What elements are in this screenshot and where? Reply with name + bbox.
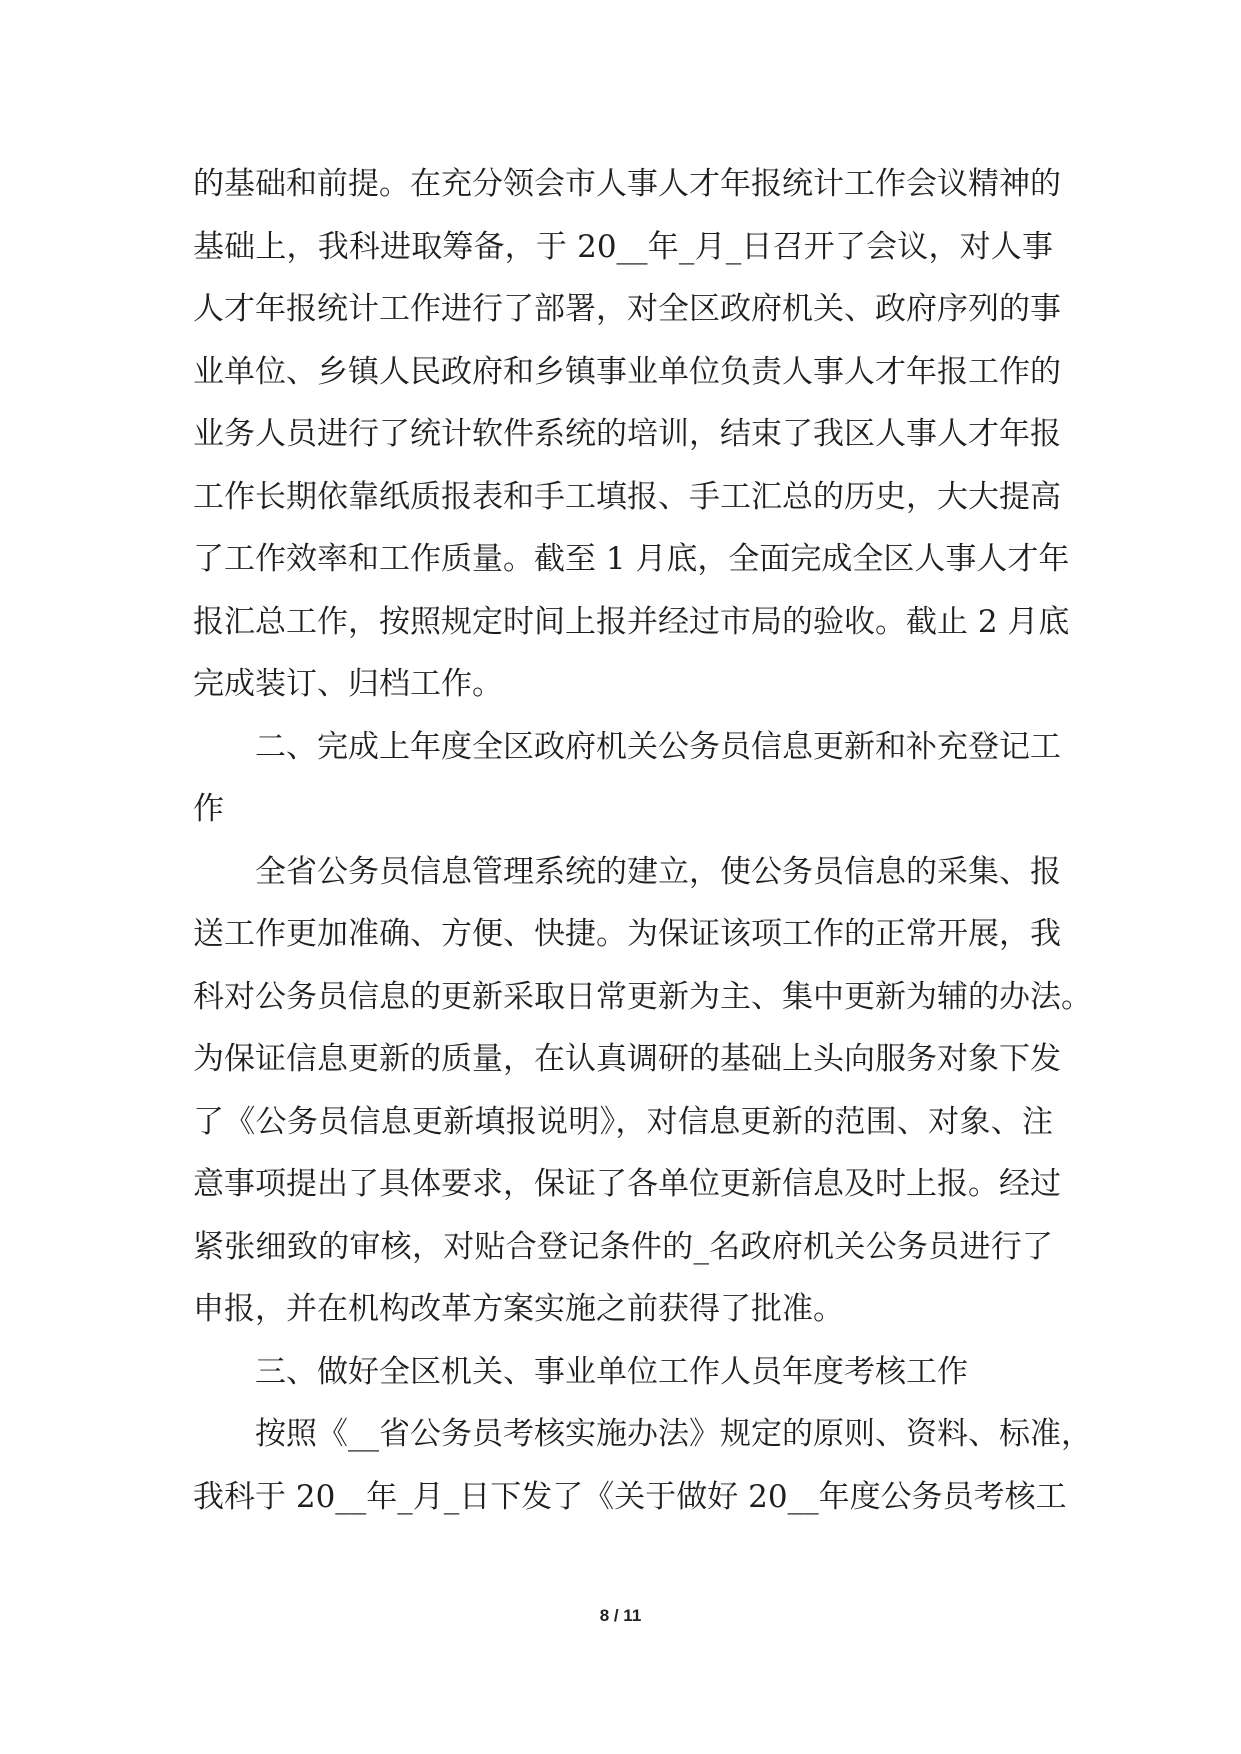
text-line: 作	[193, 791, 224, 827]
text-line: 三、做好全区机关、事业单位工作人员年度考核工作	[255, 1353, 968, 1390]
text-line: 工作长期依靠纸质报表和手工填报、手工汇总的历史，大大提高	[193, 478, 1061, 515]
text-line: 完成装订、归档工作。	[193, 666, 503, 702]
text-line: 我科于 20__年_月_日下发了《关于做好 20__年度公务员考核工	[193, 1478, 1067, 1515]
text-line: 报汇总工作，按照规定时间上报并经过市局的验收。截止 2 月底	[193, 603, 1070, 640]
text-line: 申报，并在机构改革方案实施之前获得了批准。	[193, 1291, 844, 1327]
text-line: 科对公务员信息的更新采取日常更新为主、集中更新为辅的办法。	[193, 978, 1092, 1015]
page-number: 8 / 11	[599, 1606, 642, 1625]
text-line: 送工作更加准确、方便、快捷。为保证该项工作的正常开展，我	[193, 916, 1061, 952]
text-line: 了《公务员信息更新填报说明》，对信息更新的范围、对象、注	[193, 1103, 1053, 1140]
text-line: 全省公务员信息管理系统的建立，使公务员信息的采集、报	[255, 853, 1061, 890]
text-line: 意事项提出了具体要求，保证了各单位更新信息及时上报。经过	[193, 1166, 1061, 1202]
text-line: 基础上，我科进取筹备，于 20__年_月_日召开了会议，对人事	[193, 228, 1053, 265]
document-body	[193, 153, 1092, 1528]
text-line: 业务人员进行了统计软件系统的培训，结束了我区人事人才年报	[193, 416, 1061, 452]
text-line: 人才年报统计工作进行了部署，对全区政府机关、政府序列的事	[193, 291, 1061, 327]
text-line: 按照《__省公务员考核实施办法》规定的原则、资料、标准，	[255, 1416, 1092, 1452]
text-line: 业单位、乡镇人民政府和乡镇事业单位负责人事人才年报工作的	[193, 353, 1061, 390]
text-line: 的基础和前提。在充分领会市人事人才年报统计工作会议精神的	[193, 166, 1061, 202]
text-line: 二、完成上年度全区政府机关公务员信息更新和补充登记工	[255, 728, 1061, 765]
text-line: 紧张细致的审核，对贴合登记条件的_名政府机关公务员进行了	[193, 1228, 1053, 1265]
text-line: 为保证信息更新的质量，在认真调研的基础上头向服务对象下发	[193, 1041, 1061, 1077]
text-line: 了工作效率和工作质量。截至 1 月底，全面完成全区人事人才年	[193, 541, 1070, 577]
